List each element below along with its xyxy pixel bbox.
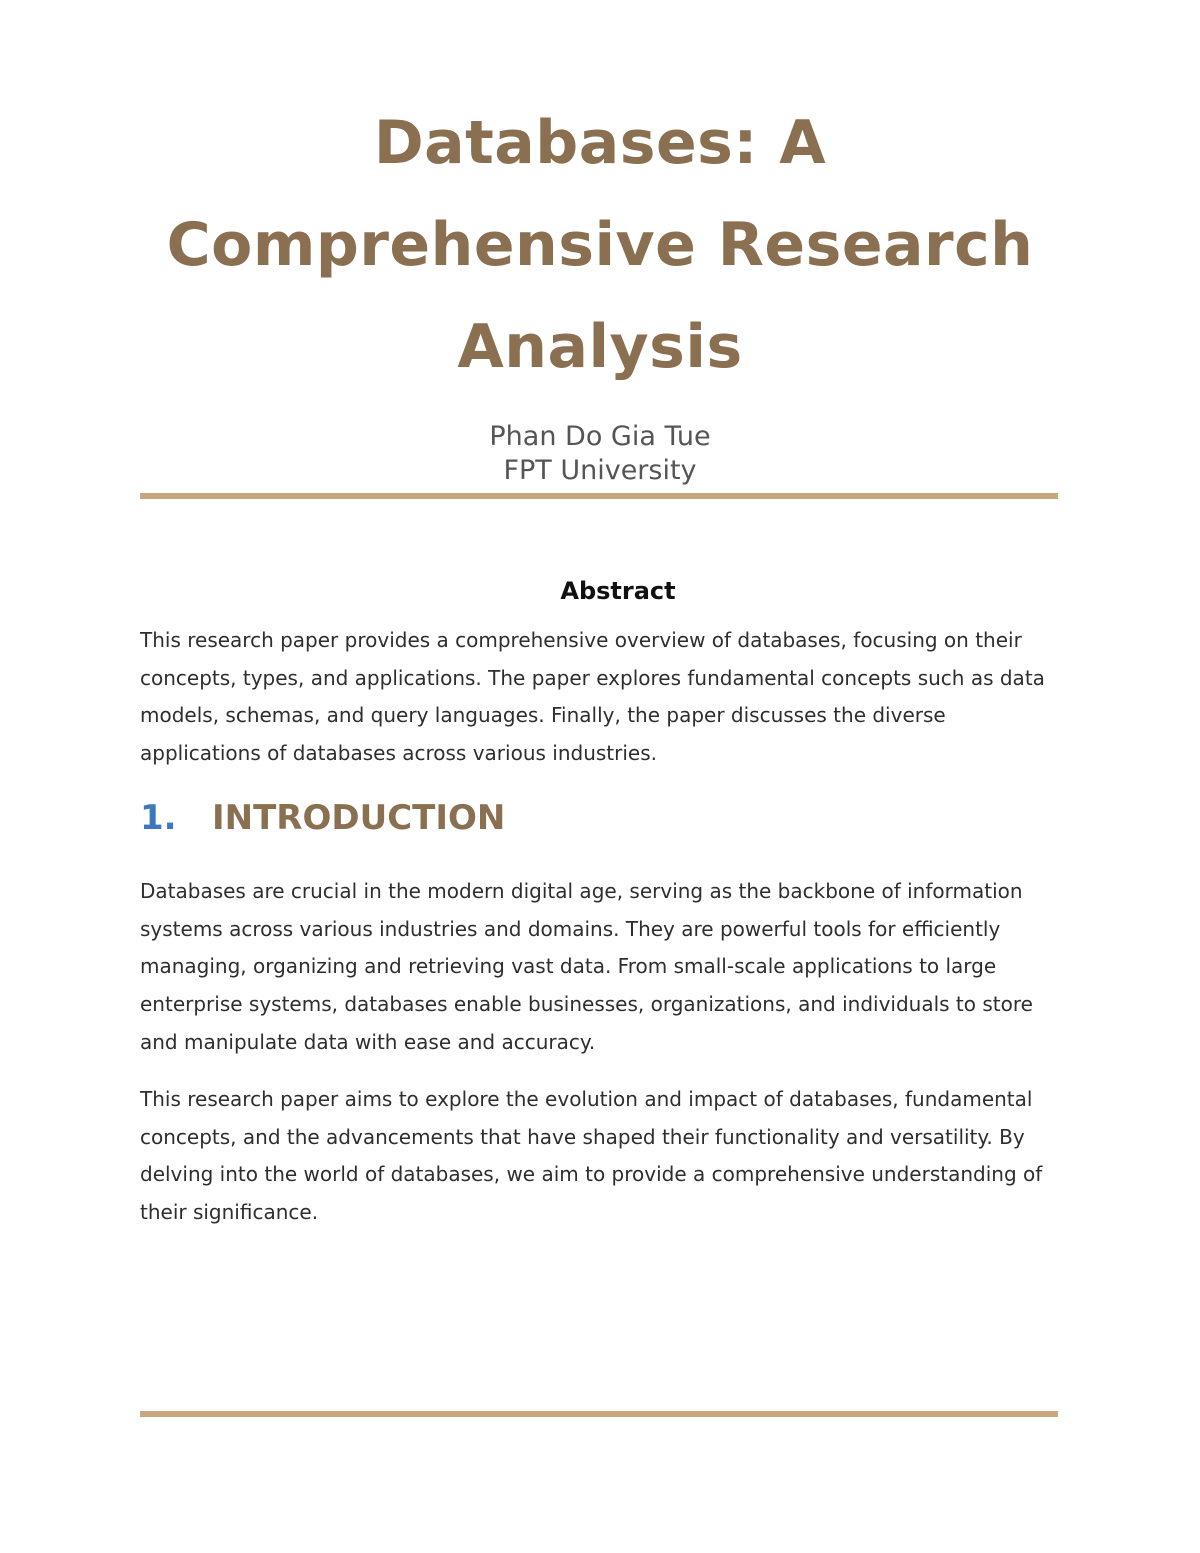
abstract-heading: Abstract bbox=[560, 577, 676, 605]
author-affiliation: FPT University bbox=[503, 455, 697, 486]
section-number: 1. bbox=[140, 798, 177, 838]
footer-divider bbox=[140, 1411, 1058, 1417]
author-name: Phan Do Gia Tue bbox=[489, 421, 711, 452]
author-block bbox=[140, 420, 1060, 488]
abstract-text: This research paper provides a comprehensive overview of databases, focusing on their concepts, types, and applications. The paper explores fundamental concepts such as data models, schemas, and query languages. Finally, the paper discusses the diverse applications of databases across various industries. bbox=[140, 628, 1045, 766]
intro-paragraph-1: Databases are crucial in the modern digital age, serving as the backbone of information systems across various industries and domains. They are powerful tools for efficiently managing, organizing and retrieving vast data. From small-scale applications to large enterprise systems, databases enable businesses, organizations, and individuals to store and manipulate data with ease and accuracy. bbox=[140, 879, 1033, 1054]
section-heading-introduction bbox=[140, 796, 505, 840]
header-divider bbox=[140, 493, 1058, 499]
intro-paragraph-2: This research paper aims to explore the evolution and impact of databases, fundamental concepts, and the advancements that have shaped their functionality and versatility. By delving into the world of databases, we aim to provide a comprehensive understanding of their significance. bbox=[140, 1087, 1043, 1225]
paper-title: Databases: A Comprehensive Research Analysis bbox=[166, 108, 1034, 382]
section-title: INTRODUCTION bbox=[212, 798, 506, 838]
